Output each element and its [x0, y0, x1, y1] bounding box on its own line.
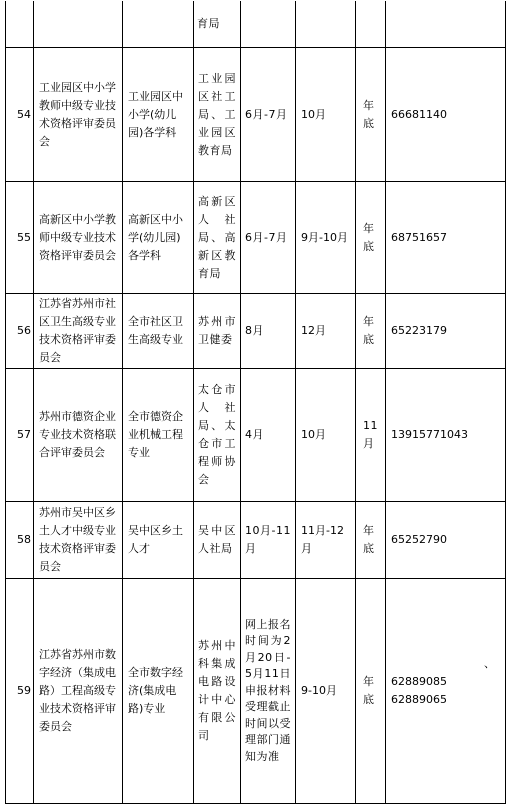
committee-name: 工业园区中小学教师中级专业技术资格评审委员会	[39, 80, 116, 148]
discipline-scope: 全市德资企业机械工程专业	[128, 410, 183, 459]
row-number-cell	[6, 294, 33, 368]
committee-name-cell	[34, 369, 122, 501]
review-period: 12月	[301, 324, 326, 337]
certificate-time: 年底	[363, 524, 375, 555]
committee-name: 苏州市吴中区乡土人才中级专业技术资格评审委员会	[39, 506, 116, 573]
committee-name-cell	[34, 579, 122, 803]
discipline-scope: 全市社区卫生高级专业	[128, 315, 183, 346]
application-period-cell	[241, 369, 295, 501]
review-period-cell	[296, 48, 355, 181]
organizer: 苏州市卫健委	[198, 315, 236, 346]
application-period-cell	[241, 579, 295, 803]
application-period-cell	[241, 48, 295, 181]
organizer-cell	[194, 369, 240, 501]
contact-phone-cell	[386, 294, 505, 368]
certificate-time: 年底	[363, 98, 375, 130]
review-period-cell	[296, 294, 355, 368]
contact-phone-cell	[386, 182, 505, 293]
application-period: 6月-7月	[245, 107, 288, 121]
org-fragment-text: 育局	[197, 17, 220, 30]
certificate-time: 11月	[363, 419, 378, 450]
row-number: 54	[17, 107, 31, 121]
contact-phone: 66681140	[391, 107, 447, 121]
review-period: 11月-12月	[301, 524, 344, 555]
contact-phone: 68751657	[391, 230, 447, 244]
review-period-cell	[296, 579, 355, 803]
certificate-time: 年底	[363, 315, 375, 346]
certificate-time-cell	[356, 369, 385, 501]
contact-phone: 65223179	[391, 324, 447, 337]
application-period: 4月	[245, 428, 264, 441]
discipline-scope-cell	[123, 579, 193, 803]
review-period: 9-10月	[301, 684, 337, 697]
row-number-cell	[6, 502, 33, 578]
organizer-cell	[194, 502, 240, 578]
contact-phone: 13915771043	[391, 428, 468, 441]
row-number-cell	[6, 182, 33, 293]
organizer-cell	[194, 294, 240, 368]
committee-name-cell	[34, 48, 122, 181]
contact-phones	[391, 657, 503, 709]
organizer: 高新区人社局、高新区教育局	[198, 194, 236, 280]
discipline-scope-cell	[123, 369, 193, 501]
application-period-cell	[241, 182, 295, 293]
committee-name: 江苏省苏州市数字经济（集成电路）工程高级专业技术资格评审委员会	[39, 648, 116, 733]
review-period: 10月	[301, 107, 326, 121]
row-number: 57	[17, 428, 31, 441]
review-period: 10月	[301, 428, 326, 441]
committee-name: 苏州市德资企业专业技术资格联合评审委员会	[39, 410, 116, 459]
application-period-cell	[241, 294, 295, 368]
contact-phone-secondary: 62889065	[391, 693, 447, 706]
contact-phone-cell	[386, 502, 505, 578]
application-period: 网上报名时间为2月20日-5月11日申报材料受理截止时间以受理部门通知为准	[245, 617, 291, 763]
organizer: 吴中区人社局	[198, 524, 236, 555]
contact-phone-cell	[386, 579, 505, 803]
row-number-cell	[6, 579, 33, 803]
review-period-cell	[296, 502, 355, 578]
row-number: 59	[17, 684, 31, 697]
review-period-cell	[296, 369, 355, 501]
application-period-cell	[241, 502, 295, 578]
row-number: 56	[17, 324, 31, 337]
separator-mark: 、	[484, 657, 495, 670]
organizer: 工业园区社工局、工业园区教育局	[198, 71, 236, 157]
committee-name: 高新区中小学教师中级专业技术资格评审委员会	[39, 212, 116, 262]
certificate-time: 年底	[363, 221, 375, 253]
certificate-time-cell	[356, 294, 385, 368]
discipline-scope-cell	[123, 182, 193, 293]
certificate-time-cell	[356, 48, 385, 181]
row-border	[5, 803, 506, 804]
certificate-time: 年底	[363, 675, 375, 706]
organizer: 苏州中科集成电路设计中心有限公司	[198, 639, 236, 742]
application-period: 10月-11月	[245, 524, 291, 555]
organizer-cell	[194, 182, 240, 293]
committee-name-cell	[34, 182, 122, 293]
application-period: 6月-7月	[245, 230, 288, 244]
committee-name: 江苏省苏州市社区卫生高级专业技术资格评审委员会	[39, 297, 116, 364]
contact-phone-cell	[386, 369, 505, 501]
row-number-cell	[6, 369, 33, 501]
org-cell-fragment	[193, 1, 240, 47]
row-number: 58	[17, 533, 31, 546]
contact-phone: 65252790	[391, 533, 447, 546]
row-number-cell	[6, 48, 33, 181]
discipline-scope-cell	[123, 48, 193, 181]
committee-name-cell	[34, 502, 122, 578]
certificate-time-cell	[356, 502, 385, 578]
row-number: 55	[17, 230, 31, 244]
committee-name-cell	[34, 294, 122, 368]
certificate-time-cell	[356, 579, 385, 803]
contact-phone-cell	[386, 48, 505, 181]
contact-phone: 62889085	[391, 675, 447, 688]
discipline-scope-cell	[123, 502, 193, 578]
discipline-scope: 吴中区乡土人才	[128, 524, 183, 555]
certificate-time-cell	[356, 182, 385, 293]
review-period: 9月-10月	[301, 230, 348, 244]
organizer-cell	[194, 48, 240, 181]
discipline-scope: 工业园区中小学(幼儿园)各学科	[128, 89, 183, 139]
discipline-scope: 全市数字经济(集成电路)专业	[128, 666, 183, 715]
application-period: 8月	[245, 324, 264, 337]
review-period-cell	[296, 182, 355, 293]
organizer: 太仓市人社局、太仓市工程师协会	[198, 383, 236, 486]
organizer-cell	[194, 579, 240, 803]
discipline-scope-cell	[123, 294, 193, 368]
discipline-scope: 高新区中小学(幼儿园)各学科	[128, 212, 183, 262]
